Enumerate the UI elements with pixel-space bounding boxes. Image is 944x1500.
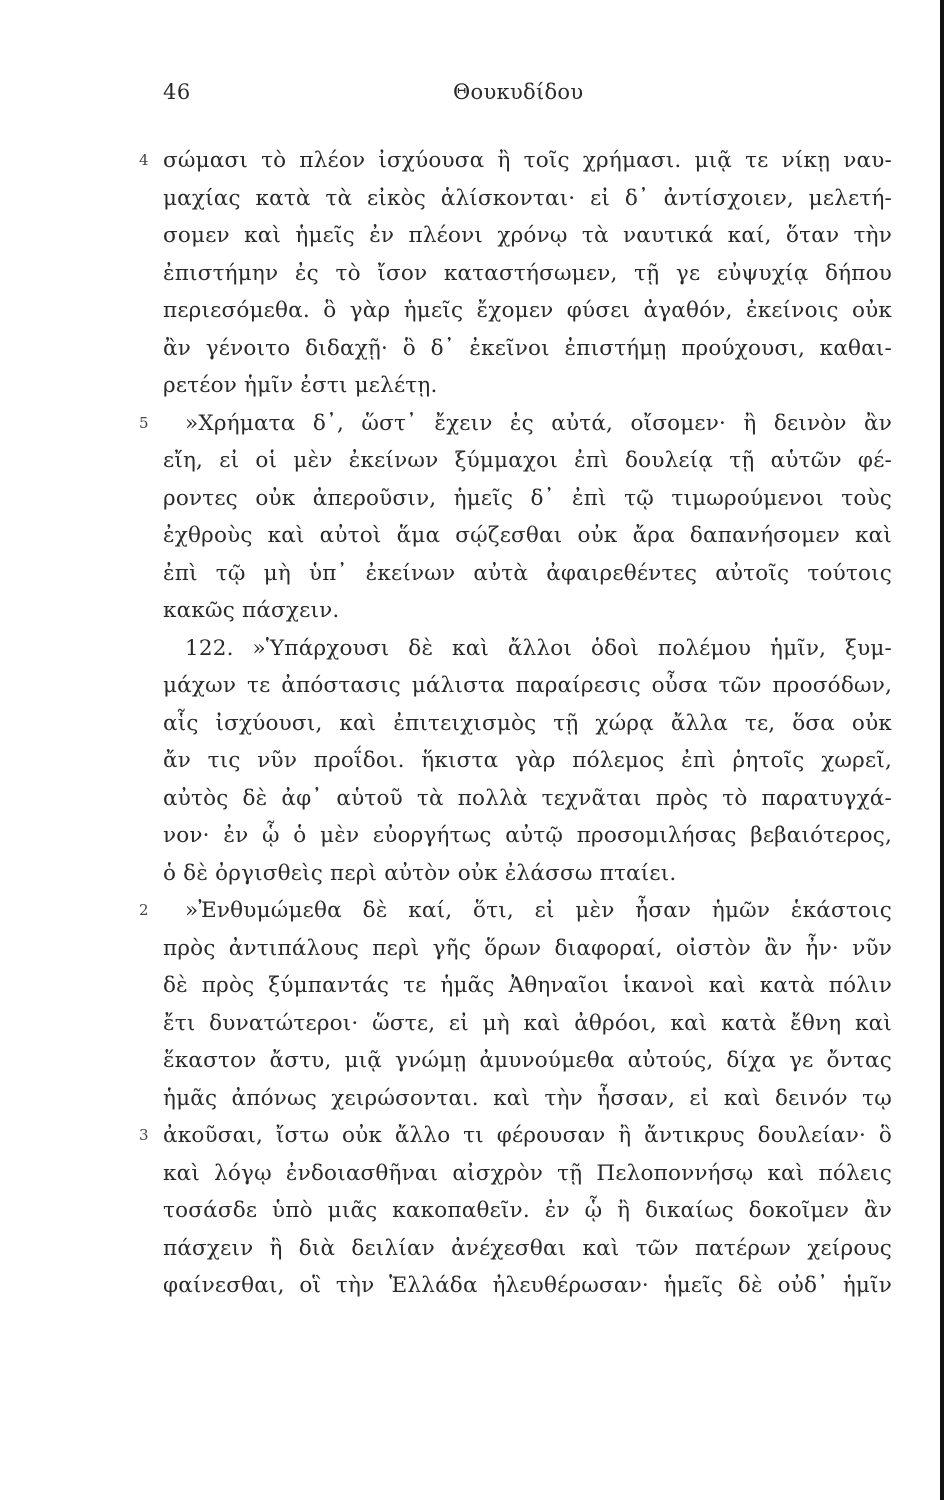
- line-text: νον· ἐν ᾧ ὁ μὲν εὐοργήτως αὐτῷ προσομιλήσας βεβαιότερος,: [163, 823, 892, 848]
- text-line: [163, 1005, 892, 1043]
- line-text: ἀκοῦσαι, ἴστω οὐκ ἄλλο τι φέρουσαν ἢ ἄντικρυς δουλείαν· ὃ: [163, 1123, 892, 1148]
- text-line: [163, 780, 892, 818]
- line-text: ἡμᾶς ἀπόνως χειρώσονται. καὶ τὴν ἧσσαν, εἰ καὶ δεινόν τῳ: [163, 1085, 892, 1111]
- line-text: κακῶς πάσχειν.: [163, 598, 340, 623]
- line-text: εἴη, εἰ οἱ μὲν ἐκείνων ξύμμαχοι ἐπὶ δουλείᾳ τῇ αὑτῶν φέ-: [163, 448, 892, 473]
- line-text: περιεσόμεθα. ὃ γὰρ ἡμεῖς ἔχομεν φύσει ἀγαθόν, ἐκείνοις οὐκ: [163, 298, 892, 323]
- line-text: ρετέον ἡμῖν ἐστι μελέτῃ.: [163, 373, 438, 398]
- line-text: ἕκαστον ἄστυ, μιᾷ γνώμῃ ἀμυνούμεθα αὐτούς, δίχα γε ὄντας: [163, 1048, 892, 1073]
- text-line: [139, 1117, 892, 1155]
- line-text: αἷς ἰσχύουσι, καὶ ἐπιτειχισμὸς τῇ χώρᾳ ἄλλα τε, ὅσα οὐκ: [163, 710, 892, 736]
- line-text: ροντες οὐκ ἀπεροῦσιν, ἡμεῖς δ᾽ ἐπὶ τῷ τιμωρούμενοι τοὺς: [163, 485, 892, 511]
- text-line: [163, 817, 892, 855]
- margin-section-number: 2: [139, 901, 149, 919]
- line-text: 122. »Ὑπάρχουσι δὲ καὶ ἄλλοι ὁδοὶ πολέμου ἡμῖν, ξυμ-: [185, 635, 892, 661]
- text-line: [163, 930, 892, 968]
- line-text: καὶ λόγῳ ἐνδοιασθῆναι αἰσχρὸν τῇ Πελοποννήσῳ καὶ πόλεις: [163, 1160, 892, 1186]
- line-text: δὲ πρὸς ξύμπαντάς τε ἡμᾶς Ἀθηναῖοι ἱκανοὶ καὶ κατὰ πόλιν: [163, 973, 892, 998]
- text-line: [163, 855, 892, 893]
- margin-section-number: 5: [139, 413, 149, 432]
- text-line: [163, 630, 892, 668]
- page-number: 46: [163, 80, 191, 104]
- line-text: ἄν τις νῦν προΐδοι. ἥκιστα γὰρ πόλεμος ἐπὶ ῥητοῖς χωρεῖ,: [163, 748, 892, 773]
- text-line: [163, 555, 892, 593]
- text-line: [163, 330, 892, 368]
- text-line: [139, 405, 892, 443]
- text-line: [139, 142, 892, 180]
- line-text: αὐτὸς δὲ ἀφ᾽ αὑτοῦ τὰ πολλὰ τεχνᾶται πρὸς τὸ παρατυγχά-: [163, 785, 892, 811]
- running-title: Θουκυδίδου: [453, 80, 584, 104]
- text-line: [163, 1267, 892, 1305]
- text-line: [163, 1042, 892, 1080]
- text-line: [163, 217, 892, 255]
- text-line: [163, 1155, 892, 1193]
- page-edge-shadow: [940, 0, 944, 1500]
- line-text: πρὸς ἀντιπάλους περὶ γῆς ὅρων διαφοραί, οἰστὸν ἂν ἦν· νῦν: [163, 935, 892, 961]
- text-line: [163, 1192, 892, 1230]
- text-line: [163, 967, 892, 1005]
- line-text: σώμασι τὸ πλέον ἰσχύουσα ἢ τοῖς χρήμασι. μιᾷ τε νίκῃ ναυ-: [163, 148, 892, 173]
- text-line: [163, 480, 892, 518]
- text-line: [163, 517, 892, 555]
- line-text: »Ἐνθυμώμεθα δὲ καί, ὅτι, εἰ μὲν ἦσαν ἡμῶν ἑκάστοις: [185, 898, 892, 923]
- line-text: σομεν καὶ ἡμεῖς ἐν πλέονι χρόνῳ τὰ ναυτικά καί, ὅταν τὴν: [163, 223, 892, 248]
- text-line: [163, 667, 892, 705]
- line-text: ἐχθροὺς καὶ αὐτοὶ ἅμα σῴζεσθαι οὐκ ἄρα δαπανήσομεν καὶ: [163, 523, 892, 548]
- margin-section-number: 4: [139, 151, 149, 169]
- text-line: [163, 292, 892, 330]
- page-header: [163, 80, 890, 120]
- text-line: [163, 255, 892, 293]
- text-line: [163, 442, 892, 480]
- line-text: ἂν γένοιτο διδαχῇ· ὃ δ᾽ ἐκεῖνοι ἐπιστήμῃ προύχουσι, καθαι-: [163, 335, 892, 361]
- text-line: [163, 705, 892, 743]
- line-text: ὁ δὲ ὀργισθεὶς περὶ αὐτὸν οὐκ ἐλάσσω πταίει.: [163, 860, 677, 886]
- line-text: μαχίας κατὰ τὰ εἰκὸς ἁλίσκονται· εἰ δ᾽ ἀντίσχοιεν, μελετή-: [163, 185, 892, 211]
- text-line: [163, 367, 892, 405]
- text-line: [163, 742, 892, 780]
- text-line: [163, 1080, 892, 1118]
- body-text: [139, 142, 892, 1305]
- line-text: ἐπιστήμην ἐς τὸ ἴσον καταστήσωμεν, τῇ γε εὐψυχίᾳ δήπου: [163, 260, 892, 286]
- text-line: [163, 1230, 892, 1268]
- text-line: [163, 592, 892, 630]
- line-text: μάχων τε ἀπόστασις μάλιστα παραίρεσις οὖσα τῶν προσόδων,: [163, 673, 892, 698]
- line-text: τοσάσδε ὑπὸ μιᾶς κακοπαθεῖν. ἐν ᾧ ἢ δικαίως δοκοῖμεν ἂν: [163, 1198, 892, 1223]
- line-text: ἔτι δυνατώτεροι· ὥστε, εἰ μὴ καὶ ἀθρόοι, καὶ κατὰ ἔθνη καὶ: [163, 1010, 892, 1036]
- margin-section-number: 3: [139, 1126, 149, 1144]
- text-line: [139, 892, 892, 930]
- line-text: φαίνεσθαι, οἳ τὴν Ἑλλάδα ἠλευθέρωσαν· ἡμεῖς δὲ οὐδ᾽ ἡμῖν: [163, 1273, 892, 1298]
- line-text: ἐπὶ τῷ μὴ ὑπ᾽ ἐκείνων αὐτὰ ἀφαιρεθέντες αὐτοῖς τούτοις: [163, 560, 892, 586]
- text-line: [163, 180, 892, 218]
- line-text: πάσχειν ἢ διὰ δειλίαν ἀνέχεσθαι καὶ τῶν πατέρων χείρους: [163, 1235, 892, 1261]
- line-text: »Χρήματα δ᾽, ὥστ᾽ ἔχειν ἐς αὐτά, οἴσομεν· ἢ δεινὸν ἂν: [185, 410, 892, 436]
